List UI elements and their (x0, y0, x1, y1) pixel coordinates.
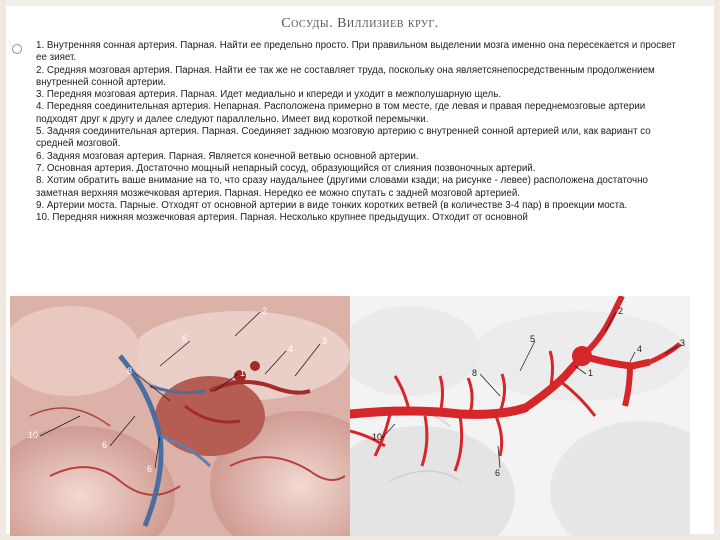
slide-frame-left (0, 0, 6, 540)
bullet-icon (12, 44, 22, 54)
artery-label-6: 6 (495, 468, 501, 478)
arteries-highlight-figure (350, 296, 690, 536)
photo-label-8: 8 (127, 366, 133, 376)
photo-label-5: 5 (182, 334, 188, 344)
artery-label-5: 5 (530, 334, 536, 344)
artery-label-3: 3 (680, 338, 686, 348)
paragraph-9: 9. Артерии моста. Парные. Отходят от основной артерии в виде тонких коротких ветвей (в количестве 3-4 пар) в проекции моста. (36, 199, 628, 211)
artery-label-10: 10 (372, 432, 383, 442)
photo-label-6b: 6 (147, 464, 153, 474)
paragraph-8: 8. Хотим обратить ваше внимание на то, что сразу наудальнее (другими словами кзади; на рисунке - левее) расположена достаточно заметная верхняя мозжечковая артерия. Парная. Нередко ее можно спутать с задней мозговой артерией. (36, 175, 648, 199)
paragraph-2: 2. Средняя мозговая артерия. Парная. Найти ее так же не составляет труда, поскольку она являетсянепосредственным продолжением внутренней сонной артерии. (36, 64, 655, 88)
artery-label-4: 4 (637, 344, 643, 354)
photo-label-6a: 6 (102, 440, 108, 450)
photo-label-4: 4 (288, 344, 294, 354)
photo-label-3: 3 (322, 336, 328, 346)
paragraph-7: 7. Основная артерия. Достаточно мощный непарный сосуд, образующийся от слияния позвоночных артерий. (36, 162, 536, 174)
paragraph-3: 3. Передняя мозговая артерия. Парная. Идет медиально и кпереди и уходит в межполушарную щель. (36, 89, 502, 101)
photo-label-2: 2 (262, 306, 268, 316)
slide-body-text (36, 40, 686, 302)
artery-label-1: 1 (588, 368, 594, 378)
artery-label-2: 2 (618, 306, 624, 316)
paragraph-5: 5. Задняя соединительная артерия. Парная. Соединяет заднюю мозговую артерию с внутренней сонной артерией или, как вариант со средней мозговой. (36, 126, 651, 150)
brain-photo-figure (10, 296, 350, 536)
slide-frame-top (0, 0, 720, 6)
slide-frame-right (714, 0, 720, 540)
paragraph-10: 10. Передняя нижняя мозжечковая артерия. Парная. Несколько крупнее предыдущих. Отходит от основной (36, 212, 528, 224)
paragraph-6: 6. Задняя мозговая артерия. Парная. Является конечной ветвью основной артерии. (36, 150, 419, 162)
photo-label-1: 1 (240, 368, 246, 378)
slide-title: Сосуды. Виллизиев круг. (281, 16, 439, 31)
brain-photo-illustration (10, 296, 350, 536)
arteries-highlight-illustration (350, 296, 690, 536)
photo-label-10: 10 (28, 430, 39, 440)
artery-label-8: 8 (472, 368, 478, 378)
paragraph-4: 4. Передняя соединительная артерия. Непарная. Расположена примерно в том месте, где левая и правая переднемозговые артерии подходят друг к другу и далее следуют параллельно. Имеет вид короткой перемычки. (36, 101, 646, 125)
paragraph-1: 1. Внутренняя сонная артерия. Парная. Найти ее предельно просто. При правильном выделении мозга именно она пересекается и просвет ее зияет. (36, 40, 676, 64)
